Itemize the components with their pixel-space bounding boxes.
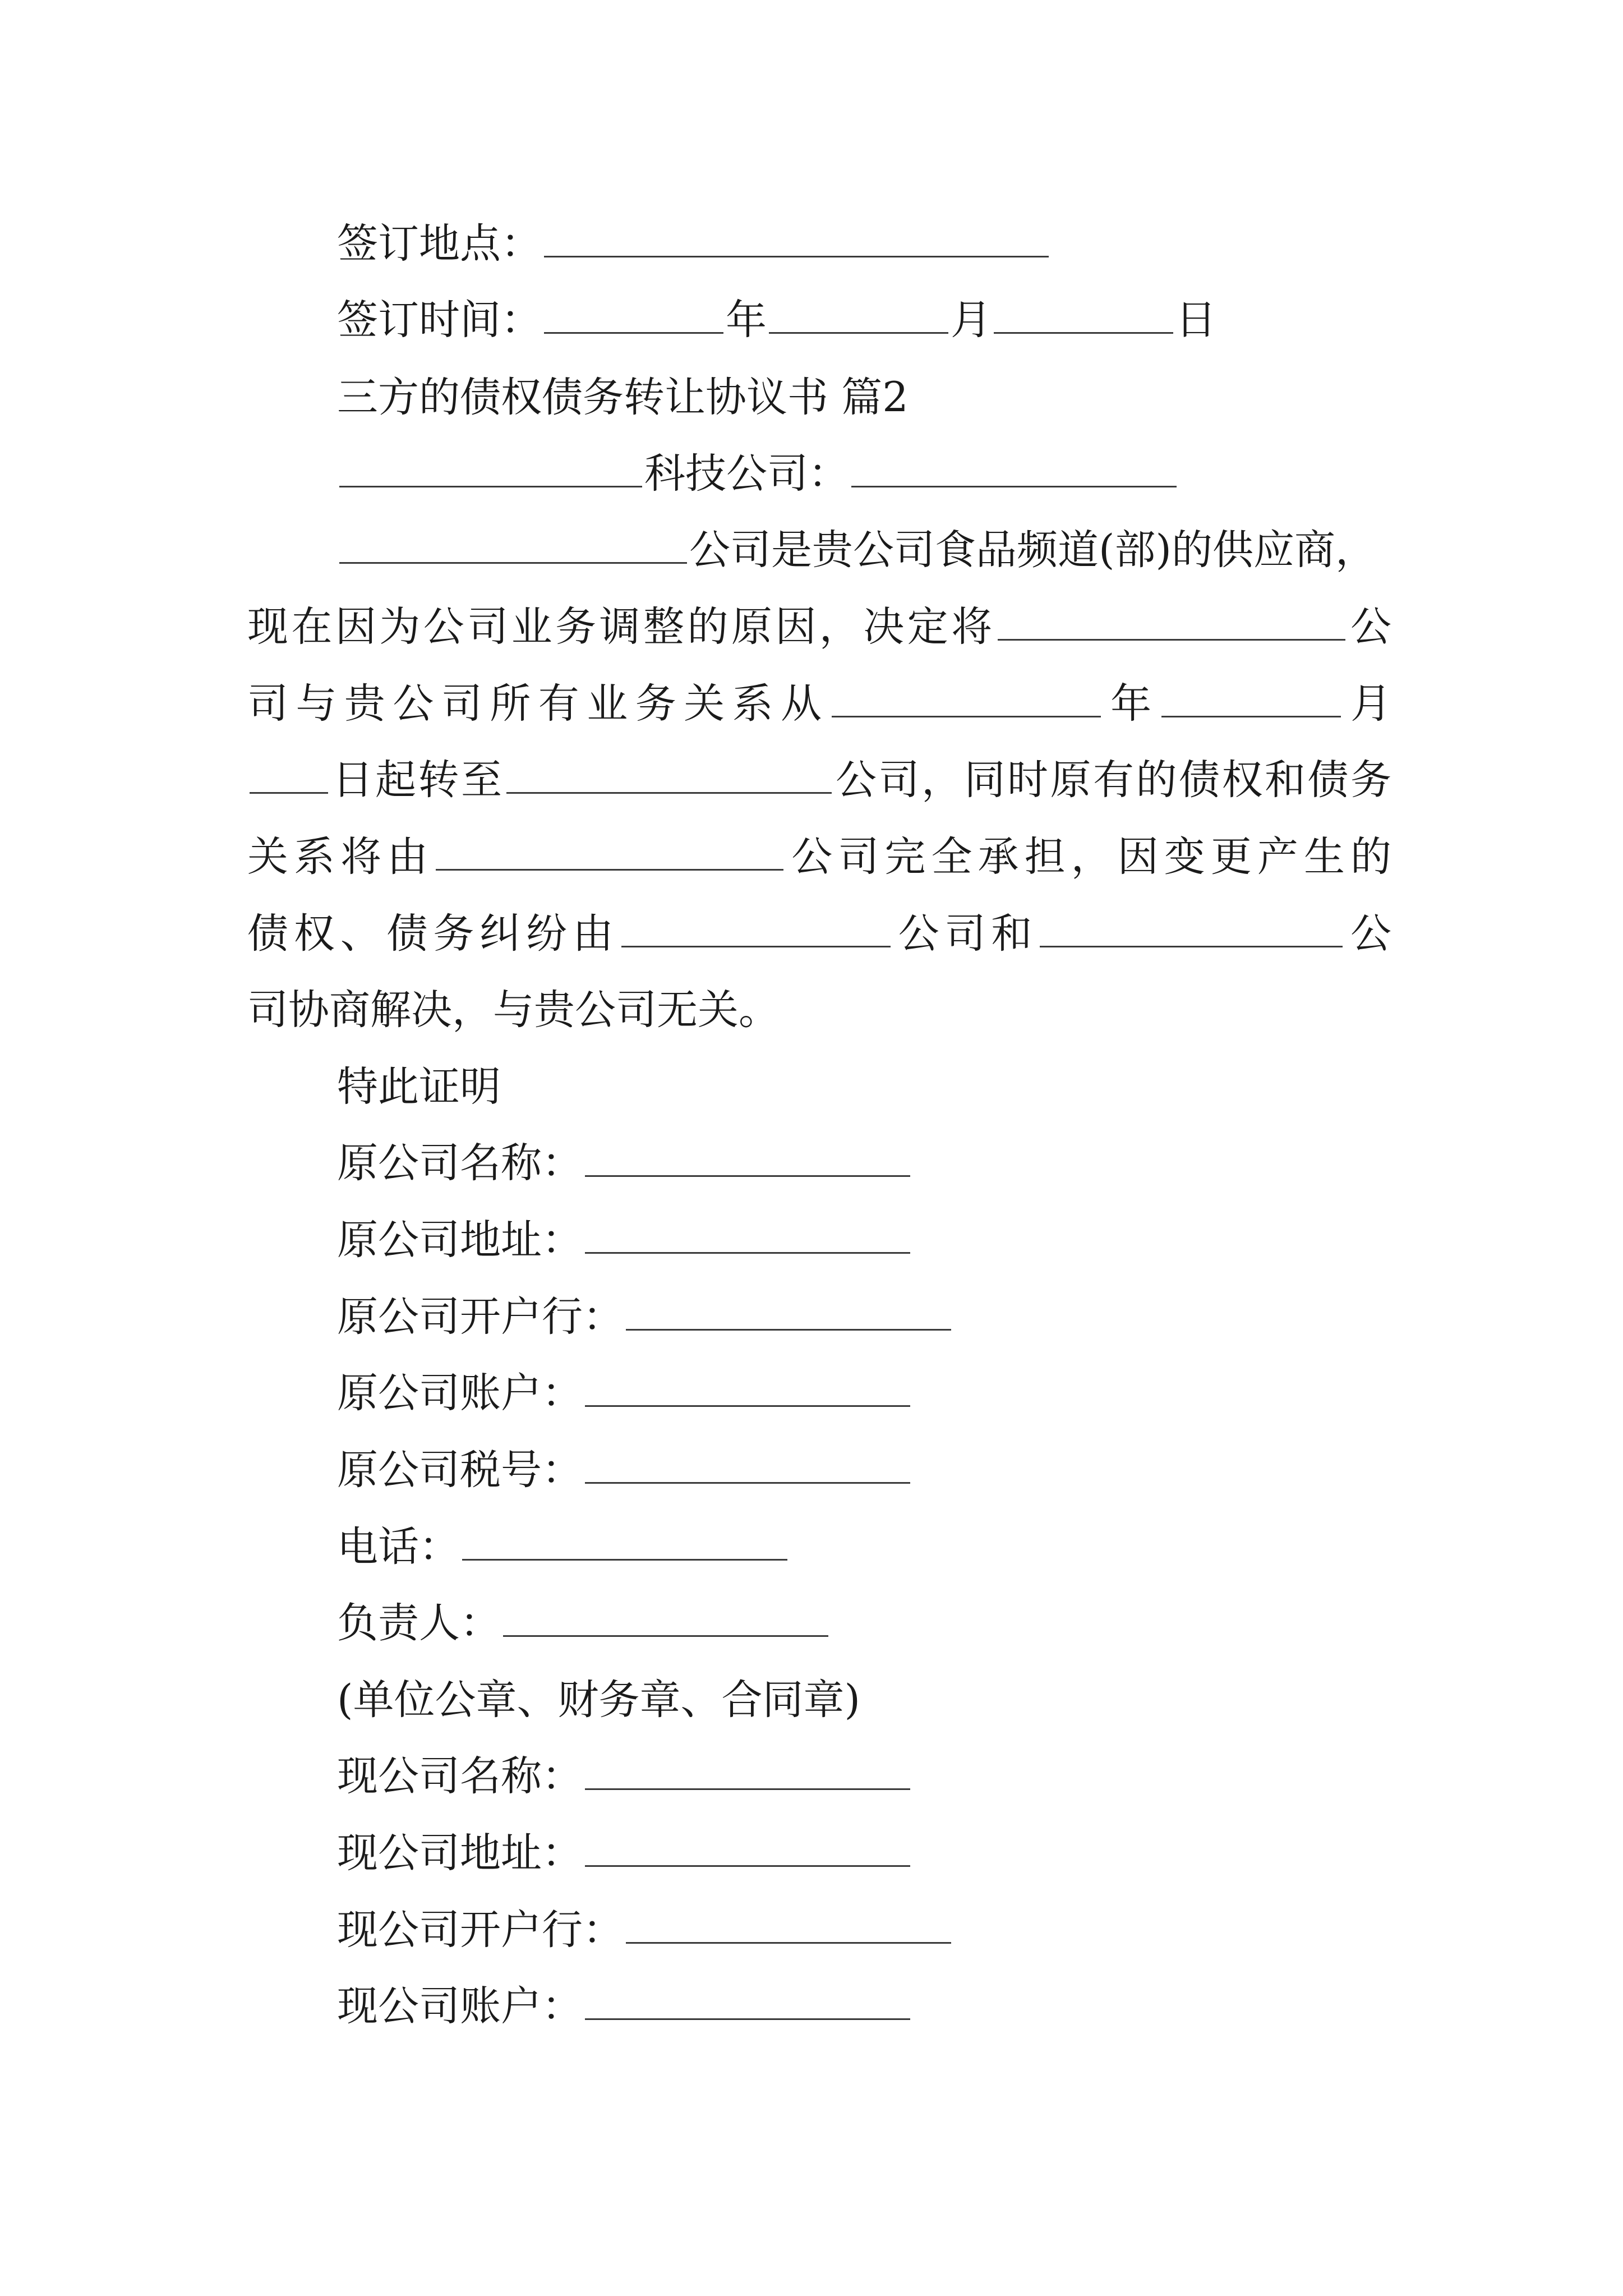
sign-place-label: 签订地点： bbox=[337, 220, 542, 268]
person-in-charge-blank[interactable] bbox=[503, 1598, 828, 1637]
body-text: 月 bbox=[1343, 680, 1391, 728]
body-line-4 bbox=[247, 742, 1391, 818]
section-title: 三方的债权债务转让协议书 篇2 bbox=[337, 374, 909, 421]
seals-note: (单位公章、财务章、合同章) bbox=[337, 1676, 860, 1724]
field-label: 原公司名称： bbox=[337, 1139, 583, 1187]
original-company-address-blank[interactable] bbox=[585, 1215, 910, 1254]
body-line-6 bbox=[247, 895, 1391, 972]
addressee-line bbox=[247, 435, 1391, 512]
body-text: 司与贵公司所有业务关系从 bbox=[247, 680, 829, 728]
original-company-name-blank[interactable] bbox=[585, 1138, 910, 1177]
body-text: 关系将由 bbox=[247, 833, 434, 881]
original-company-bank-blank[interactable] bbox=[626, 1292, 951, 1331]
body-line-1 bbox=[247, 512, 1391, 588]
body-text: 公 bbox=[1345, 910, 1391, 958]
body-text: 公 bbox=[1347, 603, 1391, 651]
month-label: 月 bbox=[951, 296, 992, 344]
current-company-address-blank[interactable] bbox=[585, 1828, 910, 1867]
dispute-company-a-blank[interactable] bbox=[621, 909, 891, 947]
sign-place-blank[interactable] bbox=[544, 219, 1049, 257]
current-company-name-line bbox=[247, 1738, 1391, 1815]
original-company-tax-line bbox=[247, 1432, 1391, 1508]
field-label: 现公司账户： bbox=[337, 1982, 583, 2030]
transfer-day-blank[interactable] bbox=[250, 755, 328, 794]
sign-year-blank[interactable] bbox=[544, 295, 723, 334]
company-from-blank[interactable] bbox=[998, 602, 1345, 641]
certify-text: 特此证明 bbox=[337, 1063, 501, 1111]
year-label: 年 bbox=[726, 296, 767, 344]
body-line-5 bbox=[247, 818, 1391, 895]
original-company-account-line bbox=[247, 1355, 1391, 1432]
sign-place-line bbox=[247, 205, 1391, 282]
current-company-bank-blank[interactable] bbox=[626, 1905, 951, 1944]
original-company-tax-blank[interactable] bbox=[585, 1445, 910, 1484]
day-label: 日 bbox=[1175, 296, 1216, 344]
body-line-2 bbox=[247, 588, 1391, 665]
addressee-blank[interactable] bbox=[851, 449, 1177, 487]
body-line-3 bbox=[247, 665, 1391, 742]
field-label: 原公司地址： bbox=[337, 1216, 583, 1264]
field-label: 原公司账户： bbox=[337, 1369, 583, 1417]
body-text: 公司和 bbox=[892, 910, 1038, 958]
addressee-text: 科技公司： bbox=[644, 450, 849, 498]
company-name-blank[interactable] bbox=[339, 449, 642, 487]
sign-day-blank[interactable] bbox=[994, 295, 1173, 334]
assuming-company-blank[interactable] bbox=[436, 832, 783, 871]
current-company-account-line bbox=[247, 1968, 1391, 2045]
supplier-name-blank[interactable] bbox=[339, 525, 687, 564]
person-in-charge-line bbox=[247, 1585, 1391, 1662]
field-label: 原公司开户行： bbox=[337, 1293, 624, 1341]
original-company-account-blank[interactable] bbox=[585, 1368, 910, 1407]
field-label: 原公司税号： bbox=[337, 1446, 583, 1494]
dispute-company-b-blank[interactable] bbox=[1040, 909, 1343, 947]
field-label: 负责人： bbox=[337, 1599, 501, 1647]
field-label: 电话： bbox=[337, 1523, 460, 1571]
phone-blank[interactable] bbox=[462, 1522, 787, 1561]
sign-time-line bbox=[247, 282, 1391, 358]
body-text: 日起转至 bbox=[330, 756, 504, 804]
field-label: 现公司名称： bbox=[337, 1752, 583, 1800]
body-text: 公司，同时原有的债权和债务 bbox=[833, 756, 1391, 804]
field-label: 现公司开户行： bbox=[337, 1906, 624, 1954]
body-text: 公司是贵公司食品频道(部)的供应商， bbox=[689, 526, 1376, 574]
current-company-address-line bbox=[247, 1815, 1391, 1892]
body-text: 年 bbox=[1103, 680, 1159, 728]
transfer-month-blank[interactable] bbox=[1161, 679, 1341, 717]
sign-time-label: 签订时间： bbox=[337, 296, 542, 344]
field-label: 现公司地址： bbox=[337, 1829, 583, 1877]
body-text: 公司完全承担，因变更产生的 bbox=[786, 833, 1391, 881]
original-company-address-line bbox=[247, 1202, 1391, 1278]
original-company-name-line bbox=[247, 1125, 1391, 1202]
transfer-year-blank[interactable] bbox=[832, 679, 1101, 717]
current-company-account-blank[interactable] bbox=[585, 1981, 910, 2020]
body-text: 现在因为公司业务调整的原因，决定将 bbox=[247, 603, 995, 651]
current-company-bank-line bbox=[247, 1892, 1391, 1968]
sign-month-blank[interactable] bbox=[769, 295, 948, 334]
body-line-7: 司协商解决，与贵公司无关。 bbox=[247, 986, 780, 1034]
current-company-name-blank[interactable] bbox=[585, 1751, 910, 1790]
company-to-blank[interactable] bbox=[506, 755, 832, 794]
original-company-bank-line bbox=[247, 1278, 1391, 1355]
phone-line bbox=[247, 1508, 1391, 1585]
body-text: 债权、债务纠纷由 bbox=[247, 910, 619, 958]
